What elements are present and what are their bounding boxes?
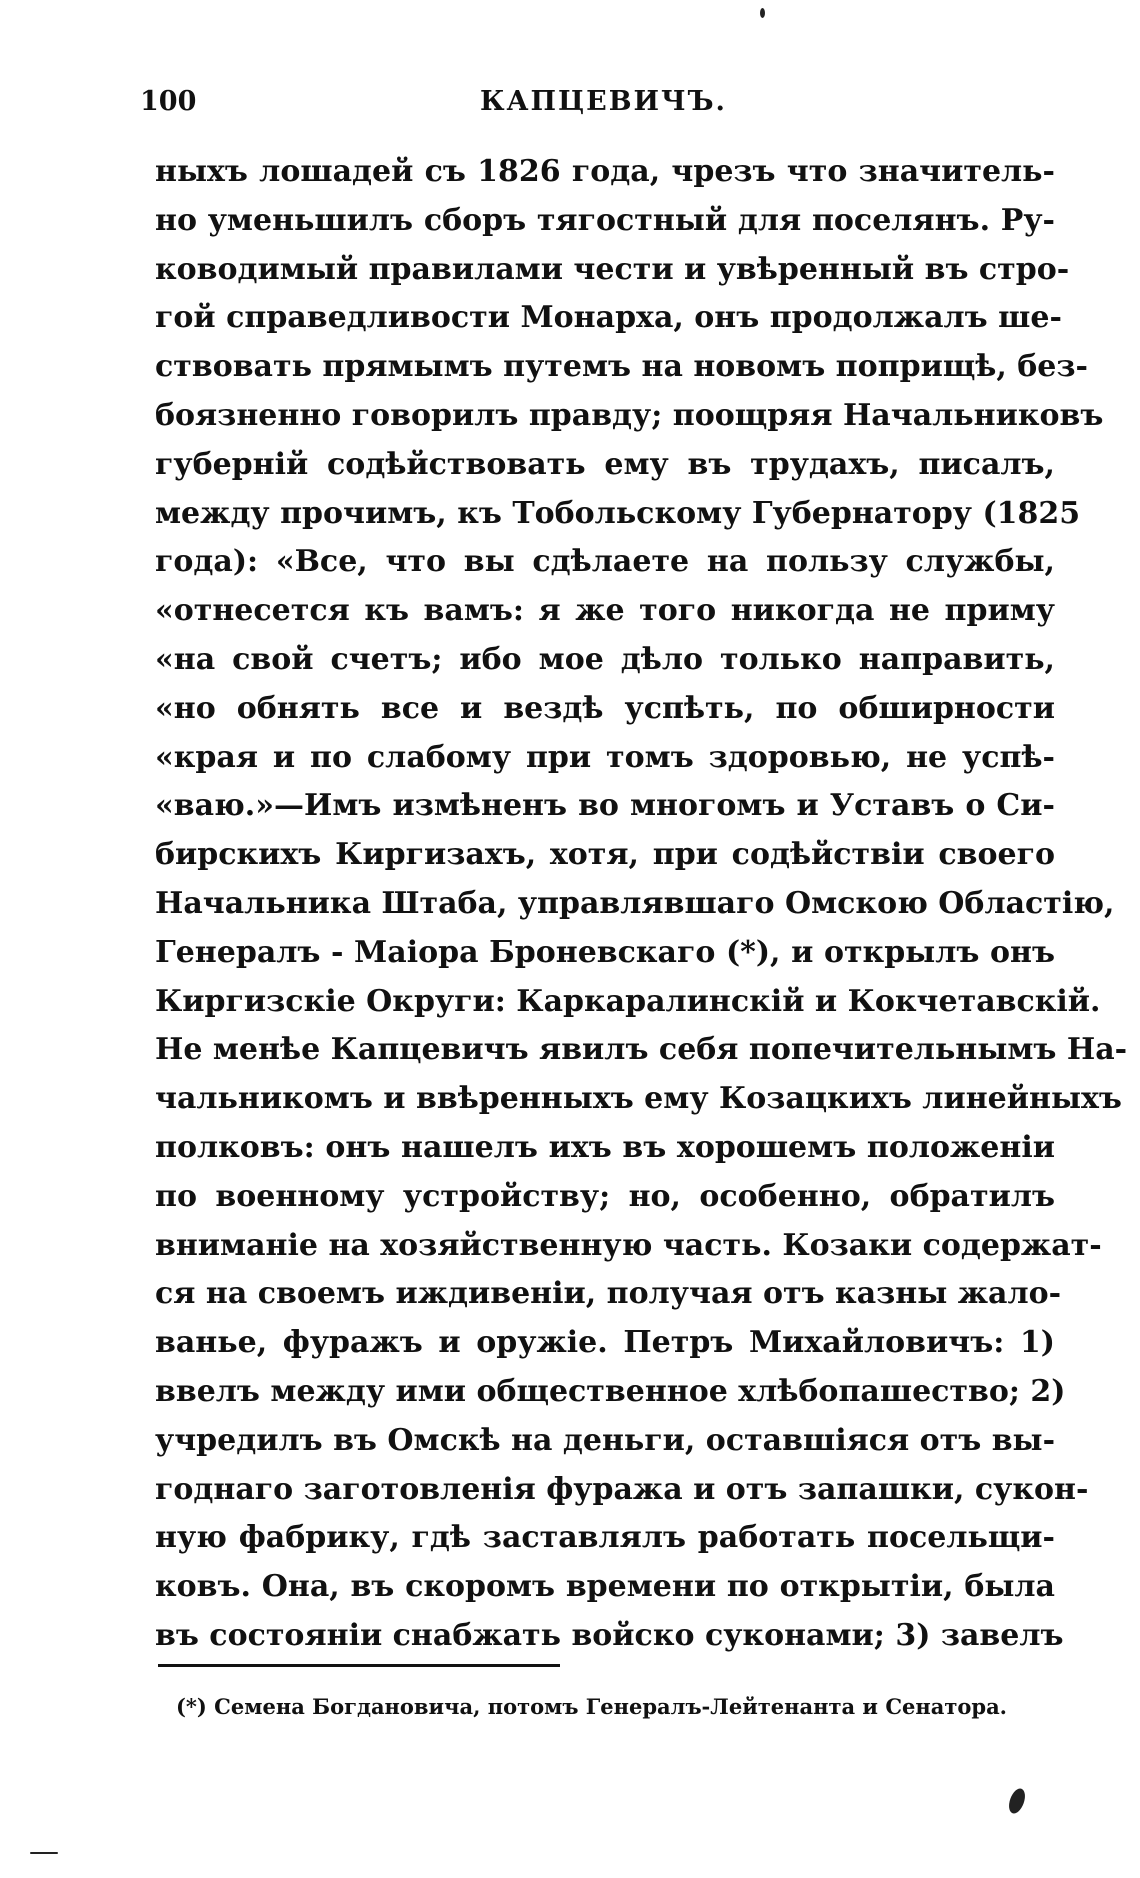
text-line: ныхъ лошадей съ 1826 года, чрезъ что значитель-	[155, 154, 1055, 189]
scan-speck	[1006, 1786, 1028, 1815]
text-line: Начальника Штаба, управлявшаго Омскою Областію,	[155, 885, 1115, 921]
text-line: бирскихъ Киргизахъ, хотя, при содѣйствіи своего	[155, 837, 1055, 873]
text-line: ную фабрику, гдѣ заставлялъ работать посельщи-	[155, 1520, 1055, 1556]
footnote: (*) Семена Богдановича, потомъ Генералъ-Лейтенанта и Сенатора.	[176, 1694, 1007, 1719]
text-line: чальникомъ и ввѣренныхъ ему Козацкихъ линейныхъ	[155, 1081, 1122, 1117]
text-line: въ состояніи снабжать войско суконами; 3) завелъ	[155, 1617, 1064, 1653]
text-line: по военному устройству; но, особенно, обратилъ	[155, 1178, 1055, 1214]
text-line: учредилъ въ Омскѣ на деньги, оставшіяся отъ вы-	[155, 1422, 1056, 1458]
body-text	[155, 148, 1128, 1661]
text-line: ся на своемъ иждивеніи, получая отъ казны жало-	[155, 1276, 1062, 1312]
text-line: вниманіе на хозяйственную часть. Козаки содержат-	[155, 1227, 1102, 1263]
scan-speck	[30, 1852, 58, 1854]
scan-speck	[760, 8, 765, 18]
text-line: ковъ. Она, въ скоромъ времени по открытіи, была	[155, 1569, 1055, 1605]
text-line: Генералъ - Маіора Броневскаго (*), и открылъ онъ	[155, 934, 1055, 970]
text-line: губерній содѣйствовать ему въ трудахъ, писалъ,	[155, 446, 1055, 482]
text-line: «отнесется къ вамъ: я же того никогда не приму	[155, 593, 1055, 629]
text-line: ствовать прямымъ путемъ на новомъ поприщѣ, без-	[155, 349, 1088, 385]
footnote-divider	[158, 1664, 560, 1667]
page-header	[140, 86, 1020, 126]
text-line: «на свой счетъ; ибо мое дѣло только направить,	[155, 641, 1055, 677]
text-line: «ваю.»—Имъ измѣненъ во многомъ и Уставъ о Си-	[155, 788, 1055, 824]
text-line: годнаго заготовленія фуража и отъ запашки, сукон-	[155, 1471, 1089, 1507]
text-line: боязненно говорилъ правду; поощряя Начальниковъ	[155, 397, 1104, 433]
text-line: года): «Все, что вы сдѣлаете на пользу службы,	[155, 544, 1055, 580]
text-line: но уменьшилъ сборъ тягостный для поселянъ. Ру-	[155, 202, 1055, 238]
text-line: полковъ: онъ нашелъ ихъ въ хорошемъ положеніи	[155, 1129, 1055, 1165]
text-line: Киргизскіе Округи: Каркаралинскій и Кокчетавскій.	[155, 983, 1101, 1019]
text-line: Не менѣе Капцевичъ явилъ себя попечительнымъ На-	[155, 1032, 1128, 1068]
text-line: ководимый правилами чести и увѣренный въ стро-	[155, 251, 1070, 287]
text-line: между прочимъ, къ Тобольскому Губернатору (1825	[155, 495, 1081, 531]
page-number: 100	[140, 86, 197, 117]
text-line: ванье, фуражъ и оружіе. Петръ Михайловичъ: 1)	[155, 1325, 1055, 1361]
text-line: «но обнять все и вездѣ успѣть, по обширности	[155, 690, 1055, 726]
text-line: гой справедливости Монарха, онъ продолжалъ ше-	[155, 300, 1062, 336]
running-title: КАПЦЕВИЧЪ.	[480, 86, 727, 117]
text-line: «края и по слабому при томъ здоровью, не успѣ-	[155, 739, 1055, 775]
text-line: ввелъ между ими общественное хлѣбопашество; 2)	[155, 1373, 1066, 1409]
